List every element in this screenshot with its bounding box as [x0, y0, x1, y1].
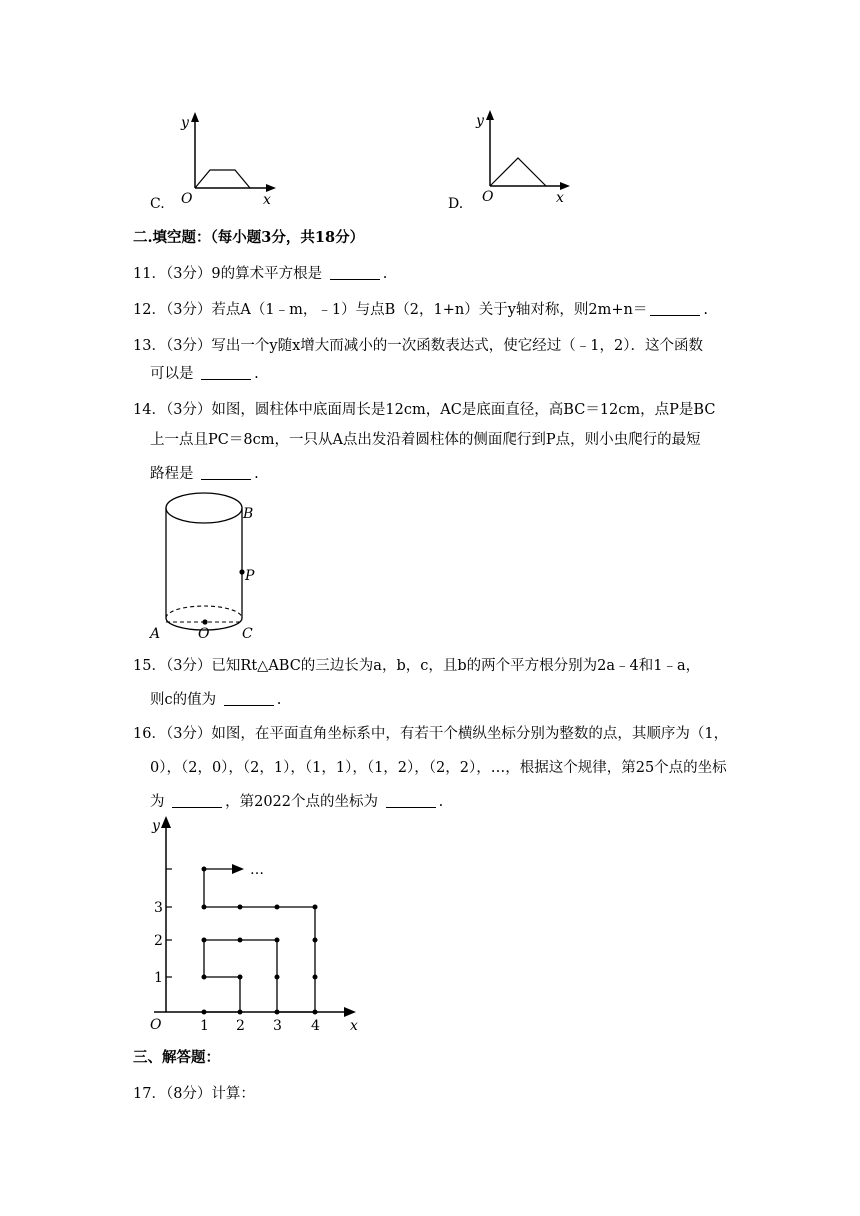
- graph-y-label: y: [152, 818, 160, 834]
- question-12-text: 12．（3分）若点A（1﹣m，﹣1）与点B（2，1+n）关于y轴对称，则2m+n＝: [133, 302, 648, 318]
- question-12: 12．（3分）若点A（1﹣m，﹣1）与点B（2，1+n）关于y轴对称，则2m+n＝ .: [133, 302, 708, 318]
- cylinder-label-a: A: [150, 626, 161, 640]
- section-2-heading: 二.填空题：（每小题3分，共18分）: [133, 229, 365, 246]
- answer-blank-12: [650, 301, 700, 316]
- graph-x-label: x: [350, 1018, 358, 1034]
- option-c-label: C.: [150, 196, 165, 212]
- y-tick-1: 1: [154, 970, 163, 986]
- option-d-y-label: y: [476, 113, 484, 129]
- answer-blank-16b: [386, 793, 436, 808]
- option-c-y-label: y: [181, 115, 189, 131]
- answer-blank-13: [201, 365, 251, 380]
- cylinder-label-c: C: [242, 626, 253, 640]
- question-17: 17．（8分）计算：: [133, 1086, 255, 1102]
- option-c-x-label: x: [263, 192, 271, 205]
- x-tick-3: 3: [273, 1018, 282, 1034]
- graph-origin-label: O: [150, 1017, 162, 1033]
- coordinate-path-figure: [140, 812, 370, 1034]
- question-16-line-3: 为 ，第2022个点的坐标为 .: [150, 794, 444, 810]
- question-14-line-1: 14．（3分）如图，圆柱体中底面周长是12cm，AC是底面直径，高BC＝12cm，点P是BC: [133, 402, 716, 418]
- section-3-heading: 三、解答题：: [133, 1049, 220, 1066]
- answer-blank-14: [201, 465, 251, 480]
- question-11-text: 11．（3分）9的算术平方根是: [133, 266, 323, 282]
- option-c-graph: [175, 110, 285, 205]
- option-d-x-label: x: [556, 190, 564, 205]
- cylinder-label-b: B: [243, 506, 254, 522]
- answer-blank-16a: [172, 793, 222, 808]
- cylinder-figure: [140, 490, 270, 640]
- question-13-line-1: 13．（3分）写出一个y随x增大而减小的一次函数表达式，使它经过（﹣1，2）．这个函数: [133, 338, 703, 354]
- question-15-line-2: 则c的值为 .: [150, 692, 282, 708]
- question-13-line-2: 可以是 .: [150, 366, 259, 382]
- y-tick-3: 3: [154, 900, 163, 916]
- option-d-label: D.: [448, 196, 464, 212]
- y-tick-2: 2: [154, 933, 163, 949]
- option-d-graph: [472, 108, 582, 205]
- question-16-line-1: 16．（3分）如图，在平面直角坐标系中，有若干个横纵坐标分别为整数的点，其顺序为（1，: [133, 726, 729, 742]
- option-c-origin-label: O: [181, 191, 193, 205]
- question-11: 11．（3分）9的算术平方根是 .: [133, 266, 388, 282]
- x-tick-4: 4: [311, 1018, 320, 1034]
- cylinder-label-p: P: [245, 568, 255, 584]
- question-15-line-1: 15．（3分）已知Rt△ABC的三边长为a，b，c，且b的两个平方根分别为2a﹣4和1﹣a，: [133, 658, 701, 674]
- question-14-line-3: 路程是 .: [150, 466, 259, 482]
- question-16-line-2: 0），（2，0），（2，1），（1，1），（1，2），（2，2），…，根据这个规律，第25个点的坐标: [150, 760, 727, 776]
- option-d-origin-label: O: [482, 189, 494, 205]
- x-tick-1: 1: [200, 1018, 209, 1034]
- cylinder-label-o: O: [198, 626, 210, 640]
- question-14-line-2: 上一点且PC＝8cm，一只从A点出发沿着圆柱体的侧面爬行到P点，则小虫爬行的最短: [150, 432, 701, 448]
- answer-blank-15: [224, 691, 274, 706]
- path-ellipsis: …: [250, 862, 264, 878]
- x-tick-2: 2: [236, 1018, 245, 1034]
- answer-blank-11: [330, 265, 380, 280]
